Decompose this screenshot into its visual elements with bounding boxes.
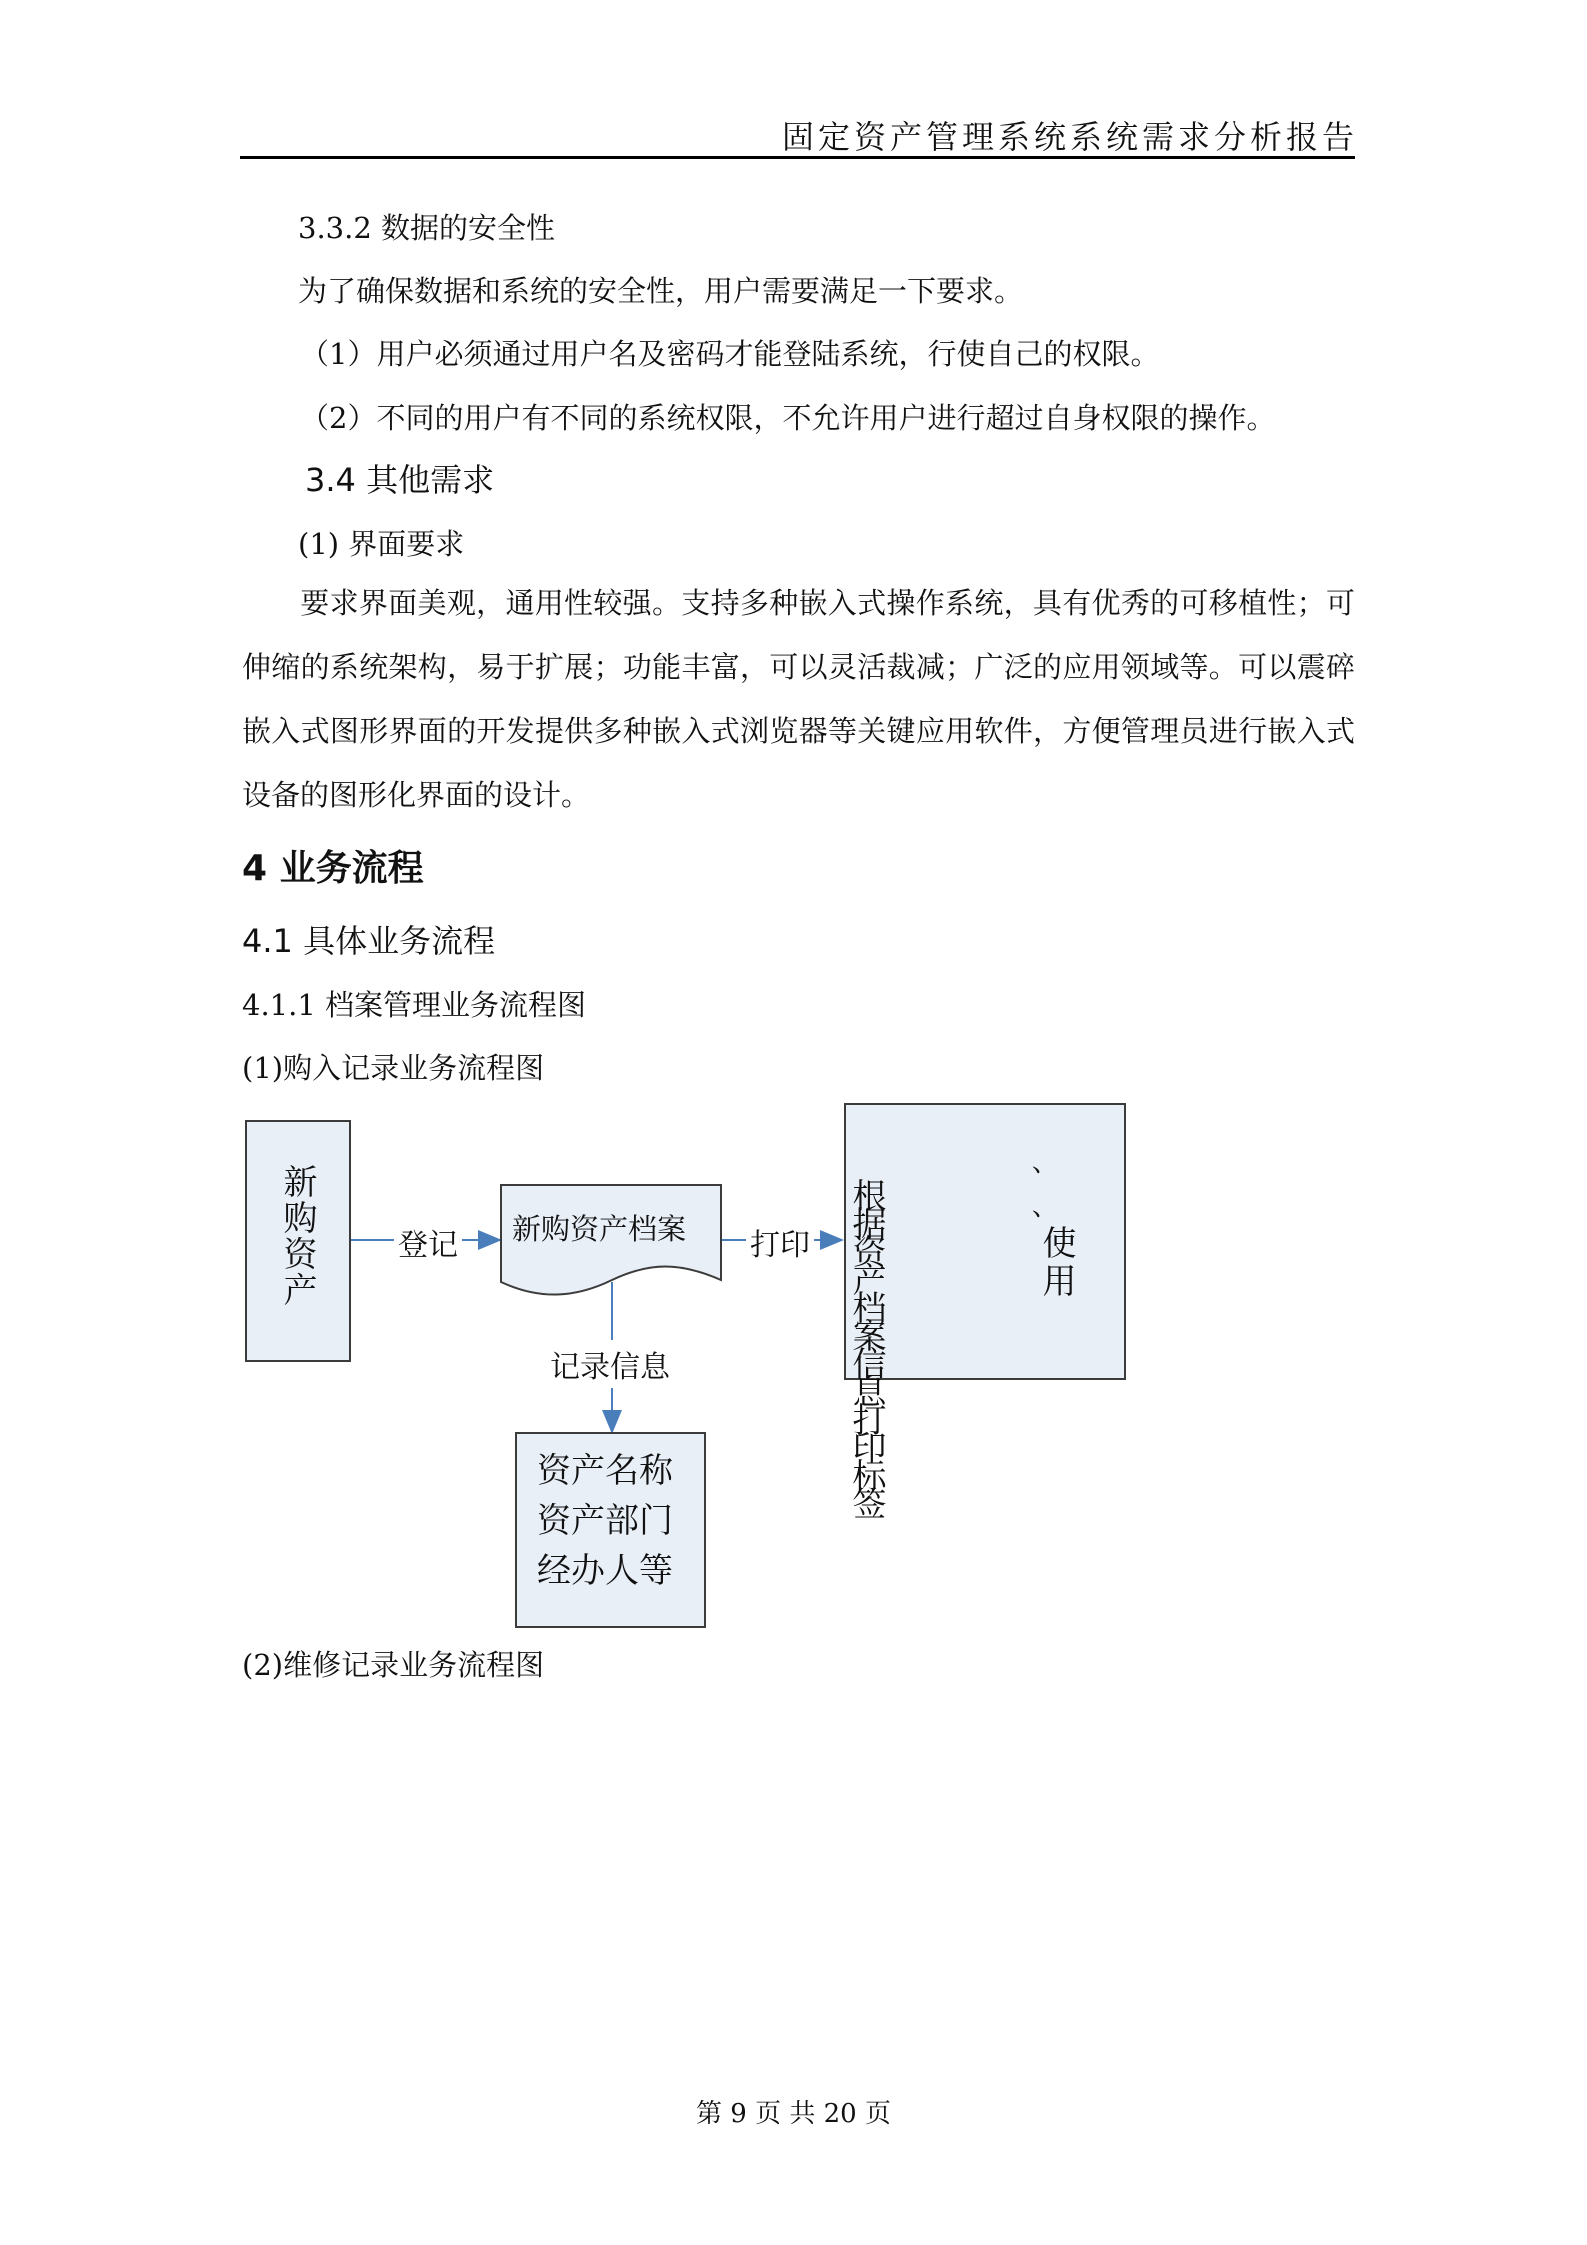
info-line-1: 资产名称: [537, 1451, 673, 1491]
new-asset-label: 新购资产: [277, 1164, 317, 1308]
security-intro: 为了确保数据和系统的安全性，用户需要满足一下要求。: [298, 274, 1024, 308]
section-4-heading: 4 业务流程: [242, 848, 424, 889]
asset-info-box: [515, 1432, 706, 1628]
section-3-3-2-heading: 3.3.2 数据的安全性: [298, 211, 556, 245]
right-box-punctuation: 、、: [1010, 1165, 1043, 1267]
register-label: 登记: [394, 1220, 462, 1264]
security-item-1: （1）用户必须通过用户名及密码才能登陆系统，行使自己的权限。: [300, 337, 1160, 371]
ui-requirement-text: 要求界面美观，通用性较强。支持多种嵌入式操作系统，具有优秀的可移植性；可伸缩的系统架构，易于扩展；功能丰富，可以灵活裁减；广泛的应用领域等。可以震碎嵌入式图形界面的开发提供多种嵌入式浏览器等关键应用软件，方便管理员进行嵌入式设备的图形化界面的设计。: [242, 586, 1355, 812]
info-line-3: 经办人等: [537, 1551, 673, 1591]
figure-2-caption: (2)维修记录业务流程图: [242, 1648, 545, 1682]
print-label-box: [844, 1103, 1126, 1380]
section-3-4-heading: 3.4 其他需求: [305, 461, 495, 499]
overflow-vertical-text: 根据资产档案信息打印标签: [846, 1178, 886, 1514]
archive-document-label: 新购资产档案: [512, 1212, 687, 1246]
record-info-label: 记录信息: [546, 1340, 674, 1388]
page-number-footer: 第 9 页 共 20 页: [696, 2099, 891, 2129]
info-line-2: 资产部门: [537, 1501, 673, 1541]
print-label: 打印: [746, 1220, 814, 1264]
figure-1-caption: (1)购入记录业务流程图: [242, 1051, 545, 1085]
section-4-1-1-heading: 4.1.1 档案管理业务流程图: [242, 988, 587, 1022]
header-title: 固定资产管理系统系统需求分析报告: [781, 118, 1358, 156]
ui-requirement-subheading: (1) 界面要求: [298, 527, 465, 561]
right-box-use-text: 使用: [1036, 1225, 1076, 1301]
section-4-1-heading: 4.1 具体业务流程: [242, 922, 496, 960]
security-item-2: （2）不同的用户有不同的系统权限，不允许用户进行超过自身权限的操作。: [300, 401, 1276, 435]
